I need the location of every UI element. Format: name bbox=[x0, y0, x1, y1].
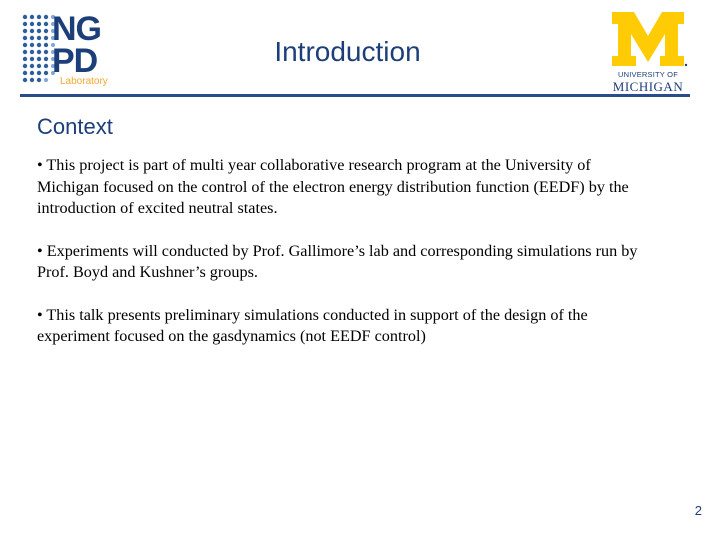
um-logo-line1: UNIVERSITY OF bbox=[618, 70, 678, 79]
bullet-item: • This project is part of multi year collaborative research program at the University of Michigan focused on the control of the electron energy distribution function (EEDF) by the introduction of excited neutral states. bbox=[37, 156, 629, 217]
section-subtitle: Context bbox=[37, 114, 113, 139]
bullet-item: • Experiments will conducted by Prof. Gallimore’s lab and corresponding simulations run by Prof. Boyd and Kushner’s groups. bbox=[37, 241, 638, 281]
logo-pd-text: PD bbox=[52, 42, 98, 80]
slide-title: Introduction bbox=[274, 36, 421, 67]
bullet-item: • This talk presents preliminary simulations conducted in support of the design of the experiment focused on the gasdynamics (not EEDF control) bbox=[37, 305, 588, 345]
page-number: 2 bbox=[694, 503, 702, 518]
logo-ng-text: NG bbox=[52, 10, 101, 48]
logo-laboratory-text: Laboratory bbox=[60, 76, 108, 87]
bullet-list bbox=[37, 155, 647, 369]
header-divider bbox=[20, 94, 690, 97]
um-logo-line2: MICHIGAN bbox=[612, 79, 684, 94]
